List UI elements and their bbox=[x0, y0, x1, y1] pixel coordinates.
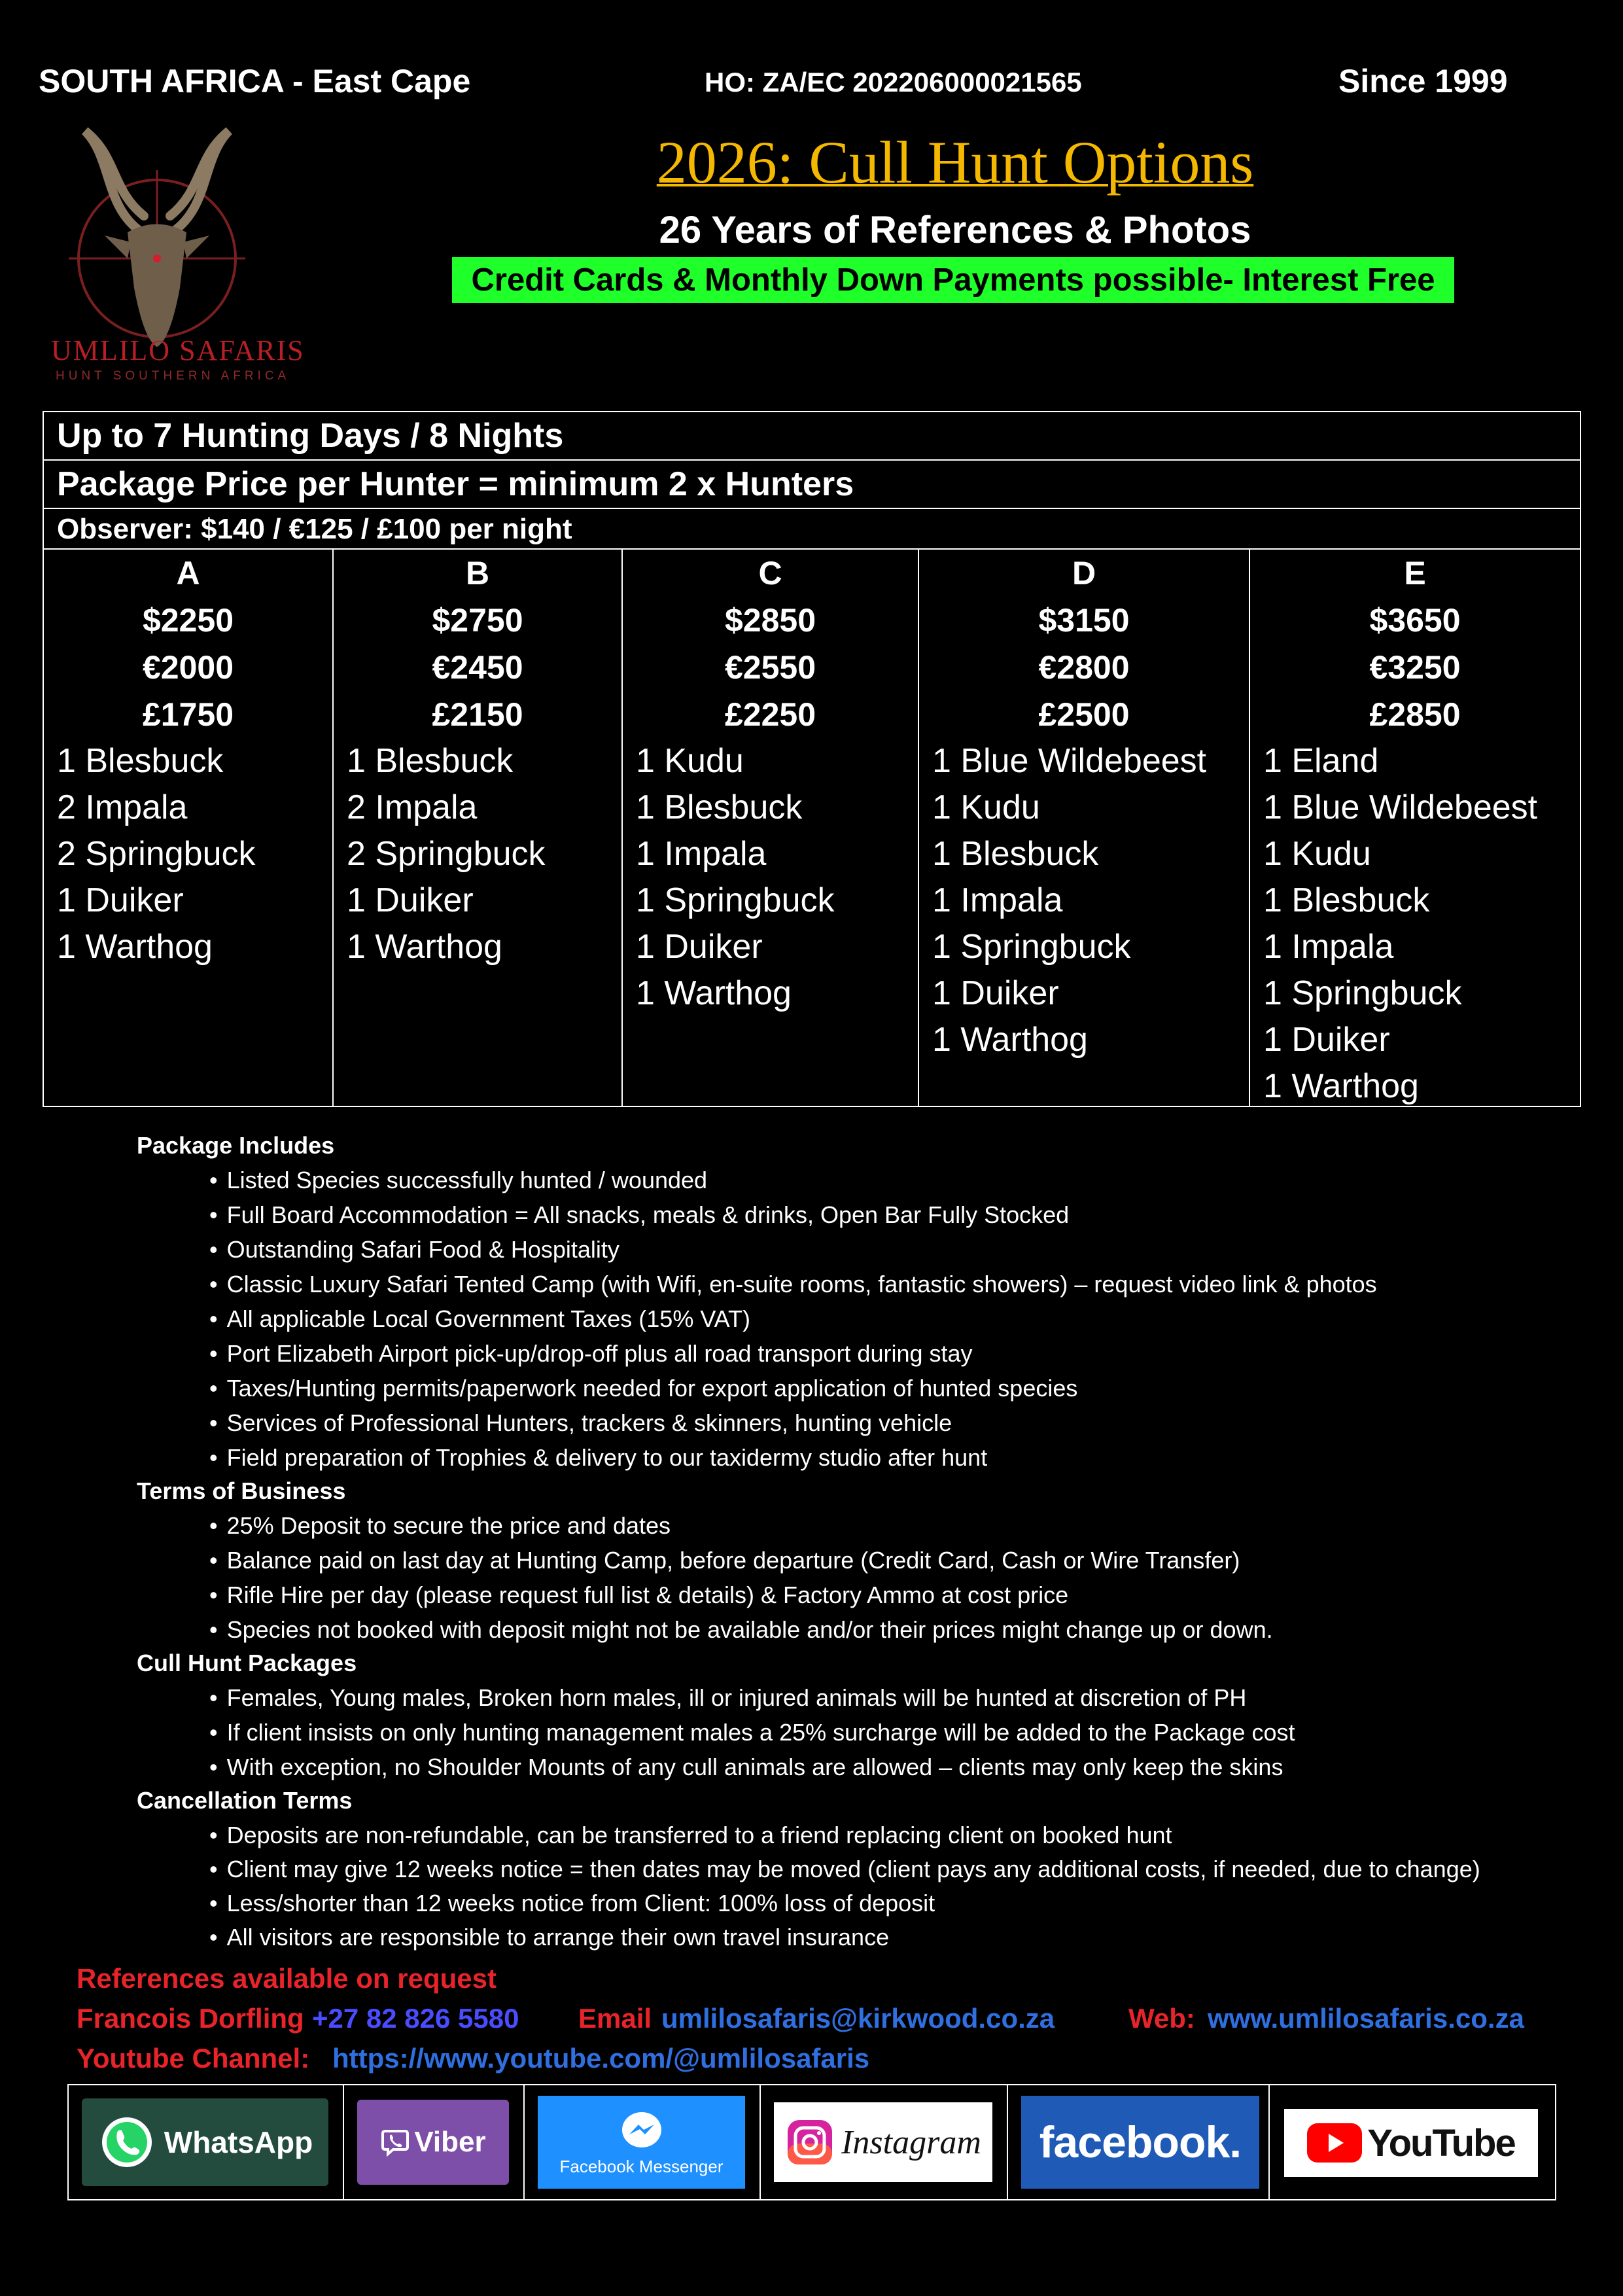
youtube-logo[interactable]: YouTube bbox=[1284, 2109, 1538, 2177]
species-item: 1 Impala bbox=[932, 881, 1063, 919]
bullet-item: • If client insists on only hunting management males a 25% surcharge will be added to the Package cost bbox=[209, 1719, 1295, 1746]
species-item: 1 Duiker bbox=[57, 881, 184, 919]
species-item: 1 Duiker bbox=[347, 881, 474, 919]
bullet-item: • Classic Luxury Safari Tented Camp (with Wifi, en-suite rooms, fantastic showers) – request video link & photos bbox=[209, 1271, 1377, 1298]
hunting-days-row: Up to 7 Hunting Days / 8 Nights bbox=[44, 412, 1580, 461]
species-item: 2 Springbuck bbox=[57, 835, 256, 873]
brand-name: UMLILO SAFARIS bbox=[51, 334, 305, 366]
instagram-logo[interactable]: Instagram bbox=[774, 2102, 992, 2182]
bullet-item: • Full Board Accommodation = All snacks, meals & drinks, Open Bar Fully Stocked bbox=[209, 1201, 1069, 1229]
package-column-b bbox=[334, 550, 623, 1106]
bullet-item: • Less/shorter than 12 weeks notice from Client: 100% loss of deposit bbox=[209, 1890, 935, 1917]
bullet-item: • Deposits are non-refundable, can be transferred to a friend replacing client on booked hunt bbox=[209, 1822, 1172, 1849]
price-usd: $2850 bbox=[724, 602, 816, 639]
web-label: Web: bbox=[1128, 2003, 1195, 2034]
instagram-icon bbox=[785, 2117, 835, 2167]
web-link[interactable]: www.umlilosafaris.co.za bbox=[1208, 2003, 1524, 2034]
price-eur: €3250 bbox=[1369, 649, 1461, 686]
species-item: 1 Springbuck bbox=[932, 928, 1131, 966]
species-item: 1 Warthog bbox=[347, 928, 502, 966]
bullet-item: • Females, Young males, Broken horn males, ill or injured animals will be hunted at discretion of PH bbox=[209, 1684, 1246, 1712]
species-item: 1 Warthog bbox=[1263, 1067, 1419, 1105]
species-item: 1 Warthog bbox=[57, 928, 213, 966]
since-year: Since 1999 bbox=[1338, 63, 1508, 99]
species-item: 1 Blue Wildebeest bbox=[1263, 788, 1538, 826]
species-item: 2 Impala bbox=[57, 788, 188, 826]
viber-icon bbox=[380, 2127, 410, 2157]
species-item: 2 Impala bbox=[347, 788, 478, 826]
bullet-item: • Field preparation of Trophies & delivery to our taxidermy studio after hunt bbox=[209, 1444, 987, 1472]
youtube-label: Youtube Channel: bbox=[77, 2043, 310, 2074]
species-item: 1 Warthog bbox=[932, 1021, 1088, 1059]
section-heading-cancellation: Cancellation Terms bbox=[137, 1787, 353, 1814]
species-item: 1 Kudu bbox=[1263, 835, 1371, 873]
package-letter: D bbox=[1072, 555, 1096, 592]
price-usd: $3650 bbox=[1369, 602, 1461, 639]
species-list bbox=[623, 738, 918, 1017]
species-item: 1 Blue Wildebeest bbox=[932, 742, 1207, 780]
package-letter: B bbox=[465, 555, 490, 592]
species-item: 1 Kudu bbox=[636, 742, 744, 780]
whatsapp-cell[interactable] bbox=[69, 2085, 344, 2199]
bullet-item: • Rifle Hire per day (please request full list & details) & Factory Ammo at cost price bbox=[209, 1581, 1068, 1609]
package-letter: A bbox=[176, 555, 200, 592]
price-gbp: £2250 bbox=[724, 696, 816, 733]
price-eur: €2800 bbox=[1038, 649, 1130, 686]
section-heading-terms: Terms of Business bbox=[137, 1477, 346, 1504]
species-item: 1 Springbuck bbox=[636, 881, 835, 919]
email-link[interactable]: umlilosafaris@kirkwood.co.za bbox=[661, 2003, 1055, 2034]
species-item: 1 Impala bbox=[636, 835, 767, 873]
species-item: 1 Springbuck bbox=[1263, 974, 1462, 1012]
price-gbp: £2850 bbox=[1369, 696, 1461, 733]
youtube-cell[interactable] bbox=[1270, 2085, 1555, 2199]
species-item: 1 Blesbuck bbox=[1263, 881, 1430, 919]
whatsapp-icon bbox=[97, 2113, 156, 2172]
species-item: 2 Springbuck bbox=[347, 835, 546, 873]
messenger-icon bbox=[619, 2108, 665, 2154]
package-table bbox=[43, 411, 1581, 1107]
species-item: 1 Kudu bbox=[932, 788, 1040, 826]
species-item: 1 Blesbuck bbox=[57, 742, 224, 780]
species-item: 1 Duiker bbox=[932, 974, 1059, 1012]
social-links-strip bbox=[67, 2084, 1556, 2200]
registration-number: HO: ZA/EC 202206000021565 bbox=[705, 67, 1082, 97]
species-item: 1 Eland bbox=[1263, 742, 1379, 780]
bullet-item: • Listed Species successfully hunted / wounded bbox=[209, 1167, 707, 1194]
price-usd: $2250 bbox=[142, 602, 234, 639]
bullet-item: • Client may give 12 weeks notice = then dates may be moved (client pays any additional costs, if needed, due to change) bbox=[209, 1856, 1480, 1883]
species-list bbox=[334, 738, 621, 970]
price-eur: €2450 bbox=[432, 649, 523, 686]
viber-logo[interactable]: Viber bbox=[357, 2100, 509, 2185]
payment-highlight-banner: Credit Cards & Monthly Down Payments possible- Interest Free bbox=[452, 257, 1454, 303]
bullet-item: • Taxes/Hunting permits/paperwork needed for export application of hunted species bbox=[209, 1375, 1077, 1402]
bullet-item: • Balance paid on last day at Hunting Camp, before departure (Credit Card, Cash or Wire Transfer) bbox=[209, 1547, 1240, 1574]
species-item: 1 Duiker bbox=[636, 928, 763, 966]
species-list bbox=[1250, 738, 1580, 1110]
package-column-a bbox=[44, 550, 334, 1106]
section-heading-cull: Cull Hunt Packages bbox=[137, 1650, 357, 1676]
species-item: 1 Duiker bbox=[1263, 1021, 1390, 1059]
species-item: 1 Blesbuck bbox=[932, 835, 1099, 873]
species-item: 1 Warthog bbox=[636, 974, 792, 1012]
price-gbp: £2500 bbox=[1038, 696, 1130, 733]
price-gbp: £1750 bbox=[142, 696, 234, 733]
bullet-item: • Species not booked with deposit might not be available and/or their prices might change up or down. bbox=[209, 1616, 1273, 1644]
phone-link[interactable]: +27 82 826 5580 bbox=[312, 2003, 519, 2034]
whatsapp-logo[interactable]: WhatsApp bbox=[82, 2098, 328, 2186]
package-column-c bbox=[623, 550, 919, 1106]
facebook-cell[interactable] bbox=[1008, 2085, 1270, 2199]
facebook-logo[interactable]: facebook. bbox=[1021, 2096, 1259, 2189]
email-label: Email bbox=[578, 2003, 652, 2034]
package-column-e bbox=[1250, 550, 1580, 1106]
bullet-item: • Port Elizabeth Airport pick-up/drop-off plus all road transport during stay bbox=[209, 1340, 973, 1368]
bullet-item: • Services of Professional Hunters, trackers & skinners, hunting vehicle bbox=[209, 1409, 952, 1437]
species-item: 1 Impala bbox=[1263, 928, 1394, 966]
references-note: References available on request bbox=[77, 1963, 497, 1994]
bullet-item: • Outstanding Safari Food & Hospitality bbox=[209, 1236, 620, 1263]
youtube-play-icon bbox=[1307, 2123, 1362, 2163]
price-usd: $3150 bbox=[1038, 602, 1130, 639]
species-item: 1 Blesbuck bbox=[347, 742, 514, 780]
contact-person: Francois Dorfling bbox=[77, 2003, 304, 2034]
viber-cell[interactable] bbox=[344, 2085, 525, 2199]
package-column-d bbox=[919, 550, 1250, 1106]
price-eur: €2550 bbox=[724, 649, 816, 686]
brand-tagline: HUNT SOUTHERN AFRICA bbox=[56, 369, 290, 383]
package-letter: C bbox=[758, 555, 782, 592]
page-title: 2026: Cull Hunt Options bbox=[656, 129, 1254, 196]
instagram-cell[interactable] bbox=[761, 2085, 1008, 2199]
bullet-item: • 25% Deposit to secure the price and dates bbox=[209, 1512, 671, 1540]
species-item: 1 Blesbuck bbox=[636, 788, 803, 826]
price-gbp: £2150 bbox=[432, 696, 523, 733]
section-heading-includes: Package Includes bbox=[137, 1132, 335, 1159]
price-usd: $2750 bbox=[432, 602, 523, 639]
species-list bbox=[44, 738, 332, 970]
page-subtitle: 26 Years of References & Photos bbox=[659, 209, 1251, 251]
price-eur: €2000 bbox=[142, 649, 234, 686]
region-title: SOUTH AFRICA - East Cape bbox=[39, 63, 471, 99]
package-price-row: Package Price per Hunter = minimum 2 x Hunters bbox=[44, 461, 1580, 509]
bullet-item: • All applicable Local Government Taxes (15% VAT) bbox=[209, 1305, 750, 1333]
messenger-logo[interactable]: Facebook Messenger bbox=[538, 2096, 745, 2189]
messenger-cell[interactable] bbox=[525, 2085, 761, 2199]
observer-row: Observer: $140 / €125 / £100 per night bbox=[44, 509, 1580, 550]
package-letter: E bbox=[1404, 555, 1426, 592]
bullet-item: • All visitors are responsible to arrange their own travel insurance bbox=[209, 1924, 889, 1951]
youtube-link[interactable]: https://www.youtube.com/@umlilosafaris bbox=[332, 2043, 870, 2074]
bullet-item: • With exception, no Shoulder Mounts of any cull animals are allowed – clients may only keep the skins bbox=[209, 1754, 1283, 1781]
species-list bbox=[919, 738, 1249, 1063]
